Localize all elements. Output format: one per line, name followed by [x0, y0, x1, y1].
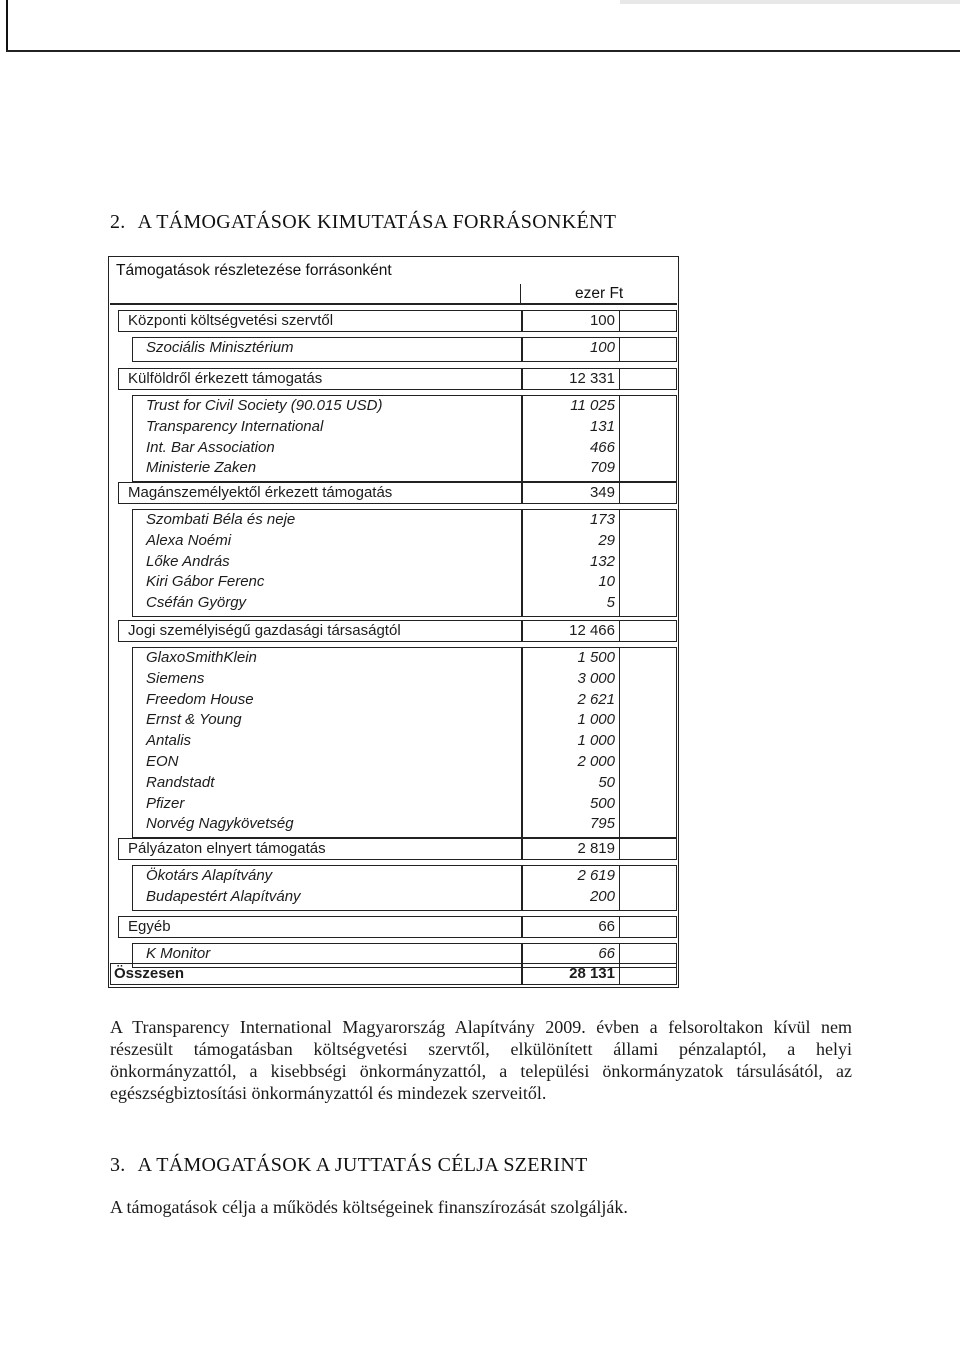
category-row-value: 66 [598, 918, 615, 935]
source-item-row [110, 709, 677, 730]
source-item-row-value: 2 619 [577, 867, 615, 884]
source-item-row-label: Norvég Nagykövetség [146, 815, 294, 833]
source-item-row-value: 173 [589, 511, 615, 528]
source-item-row [110, 647, 677, 668]
source-item-row [110, 530, 677, 551]
category-row-value: 12 331 [569, 370, 615, 387]
source-item-row-label: Szombati Béla és neje [146, 511, 296, 528]
section-3-number: 3. [110, 1154, 126, 1176]
source-item-row-label: Transparency International [146, 417, 324, 435]
source-item-row [110, 689, 677, 710]
source-item-row-label: Szociális Minisztérium [146, 339, 294, 356]
section-2-heading [110, 211, 616, 234]
source-item-row-value: 795 [589, 815, 615, 833]
source-item-row-value: 1 000 [577, 732, 615, 750]
scan-edge-vertical [6, 0, 8, 52]
source-item-row [110, 886, 677, 907]
source-item-row [110, 751, 677, 772]
category-row [110, 838, 677, 859]
source-item-row-value: 500 [589, 794, 615, 812]
category-row-label: Külföldről érkezett támogatás [128, 370, 323, 387]
category-row [110, 916, 677, 937]
category-row-value: 349 [589, 484, 615, 501]
source-item-row-label: Randstadt [146, 773, 215, 791]
source-item-row-label: GlaxoSmithKlein [146, 649, 257, 666]
source-item-row-label: EON [146, 753, 179, 770]
scan-edge-shade [620, 0, 960, 4]
header-divider [520, 284, 521, 304]
category-row [110, 310, 677, 331]
source-item-row [110, 457, 677, 478]
source-item-row-value: 100 [589, 339, 615, 356]
source-item-row-value: 50 [598, 773, 615, 791]
source-item-row [110, 395, 677, 416]
source-item-row [110, 793, 677, 814]
source-item-row [110, 592, 677, 613]
category-row-value: 100 [589, 312, 615, 329]
source-item-row [110, 943, 677, 964]
source-item-row-label: K Monitor [146, 945, 211, 962]
source-item-row [110, 416, 677, 437]
header-rule [110, 303, 677, 305]
source-item-row-label: Alexa Noémi [146, 531, 232, 549]
source-item-row [110, 571, 677, 592]
total-row-value: 28 131 [569, 965, 615, 982]
source-item-row-value: 709 [589, 459, 615, 477]
source-item-row-value: 131 [589, 417, 615, 435]
category-row-label: Központi költségvetési szervtől [128, 312, 334, 329]
section-3-title: A TÁMOGATÁSOK A JUTTATÁS CÉLJA SZERINT [137, 1154, 588, 1176]
source-item-row-label: Ministerie Zaken [146, 459, 257, 477]
table-unit: ezer Ft [575, 285, 624, 302]
section-2-title: A TÁMOGATÁSOK KIMUTATÁSA FORRÁSONKÉNT [137, 211, 617, 233]
source-item-row [110, 551, 677, 572]
source-item-row-value: 5 [606, 594, 615, 612]
total-row [110, 963, 677, 984]
source-item-row [110, 813, 677, 834]
source-item-row-label: Trust for Civil Society (90.015 USD) [146, 397, 383, 414]
category-row-value: 2 819 [577, 840, 615, 857]
source-item-row-label: Siemens [146, 669, 205, 687]
table-title: Támogatások részletezése forrásonként [116, 262, 392, 279]
section-3-heading [110, 1154, 588, 1177]
table-header [110, 258, 677, 304]
source-item-row-value: 1 500 [577, 649, 615, 666]
source-item-row-label: Antalis [146, 732, 192, 750]
category-row [110, 620, 677, 641]
category-row-value: 12 466 [569, 622, 615, 639]
source-item-row-value: 10 [598, 573, 615, 591]
source-item-row [110, 437, 677, 458]
source-item-row-label: Budapestért Alapítvány [146, 887, 301, 905]
scan-edge-horizontal [6, 50, 960, 52]
source-item-row-value: 11 025 [570, 397, 615, 414]
section-2-number: 2. [110, 211, 126, 233]
source-item-row [110, 772, 677, 793]
source-item-row-value: 2 000 [577, 753, 615, 770]
source-item-row-value: 132 [589, 552, 615, 570]
source-item-row-label: Int. Bar Association [146, 438, 275, 456]
source-item-row-value: 3 000 [577, 669, 615, 687]
source-item-row-value: 66 [598, 945, 615, 962]
scan-edge [0, 0, 960, 60]
source-item-row [110, 865, 677, 886]
purpose-paragraph: A támogatások célja a működés költségeinek finanszírozását szolgálják. [110, 1197, 628, 1217]
source-item-row [110, 337, 677, 358]
source-item-row [110, 730, 677, 751]
source-item-row-value: 1 000 [577, 711, 615, 729]
category-row-label: Magánszemélyektől érkezett támogatás [128, 484, 393, 501]
source-item-row [110, 509, 677, 530]
source-item-row-value: 466 [589, 438, 615, 456]
category-row-label: Jogi személyiségű gazdasági társaságtól [128, 622, 401, 639]
category-row-label: Pályázaton elnyert támogatás [128, 840, 326, 857]
source-item-row [110, 668, 677, 689]
source-item-row-label: Freedom House [146, 690, 254, 708]
source-item-row-value: 2 621 [577, 690, 615, 708]
category-row-label: Egyéb [128, 918, 171, 935]
source-item-row-label: Cséfán György [146, 594, 247, 612]
source-item-row-value: 29 [598, 531, 615, 549]
source-item-row-label: Pfizer [146, 794, 185, 812]
source-item-row-label: Ökotárs Alapítvány [146, 867, 273, 884]
source-item-row-value: 200 [589, 887, 615, 905]
source-item-row-label: Kiri Gábor Ferenc [146, 573, 265, 591]
total-row-label: Összesen [114, 965, 185, 982]
source-item-row-label: Ernst & Young [146, 711, 242, 729]
category-row [110, 482, 677, 503]
source-item-row-label: Lőke András [146, 552, 230, 570]
category-row [110, 368, 677, 389]
explanatory-paragraph: A Transparency International Magyarország Alapítvány 2009. évben a felsoroltakon kívül nem részesült támogatásban költségvetési szervtől, elkülönített állami pénzalaptól, a helyi önkormányzattól, a kisebbségi önkormányzattól, a települési önkormányzatok társulásától, az egészségbiztosítási önkormányzattól és mindezek szerveitől. [110, 1017, 852, 1103]
